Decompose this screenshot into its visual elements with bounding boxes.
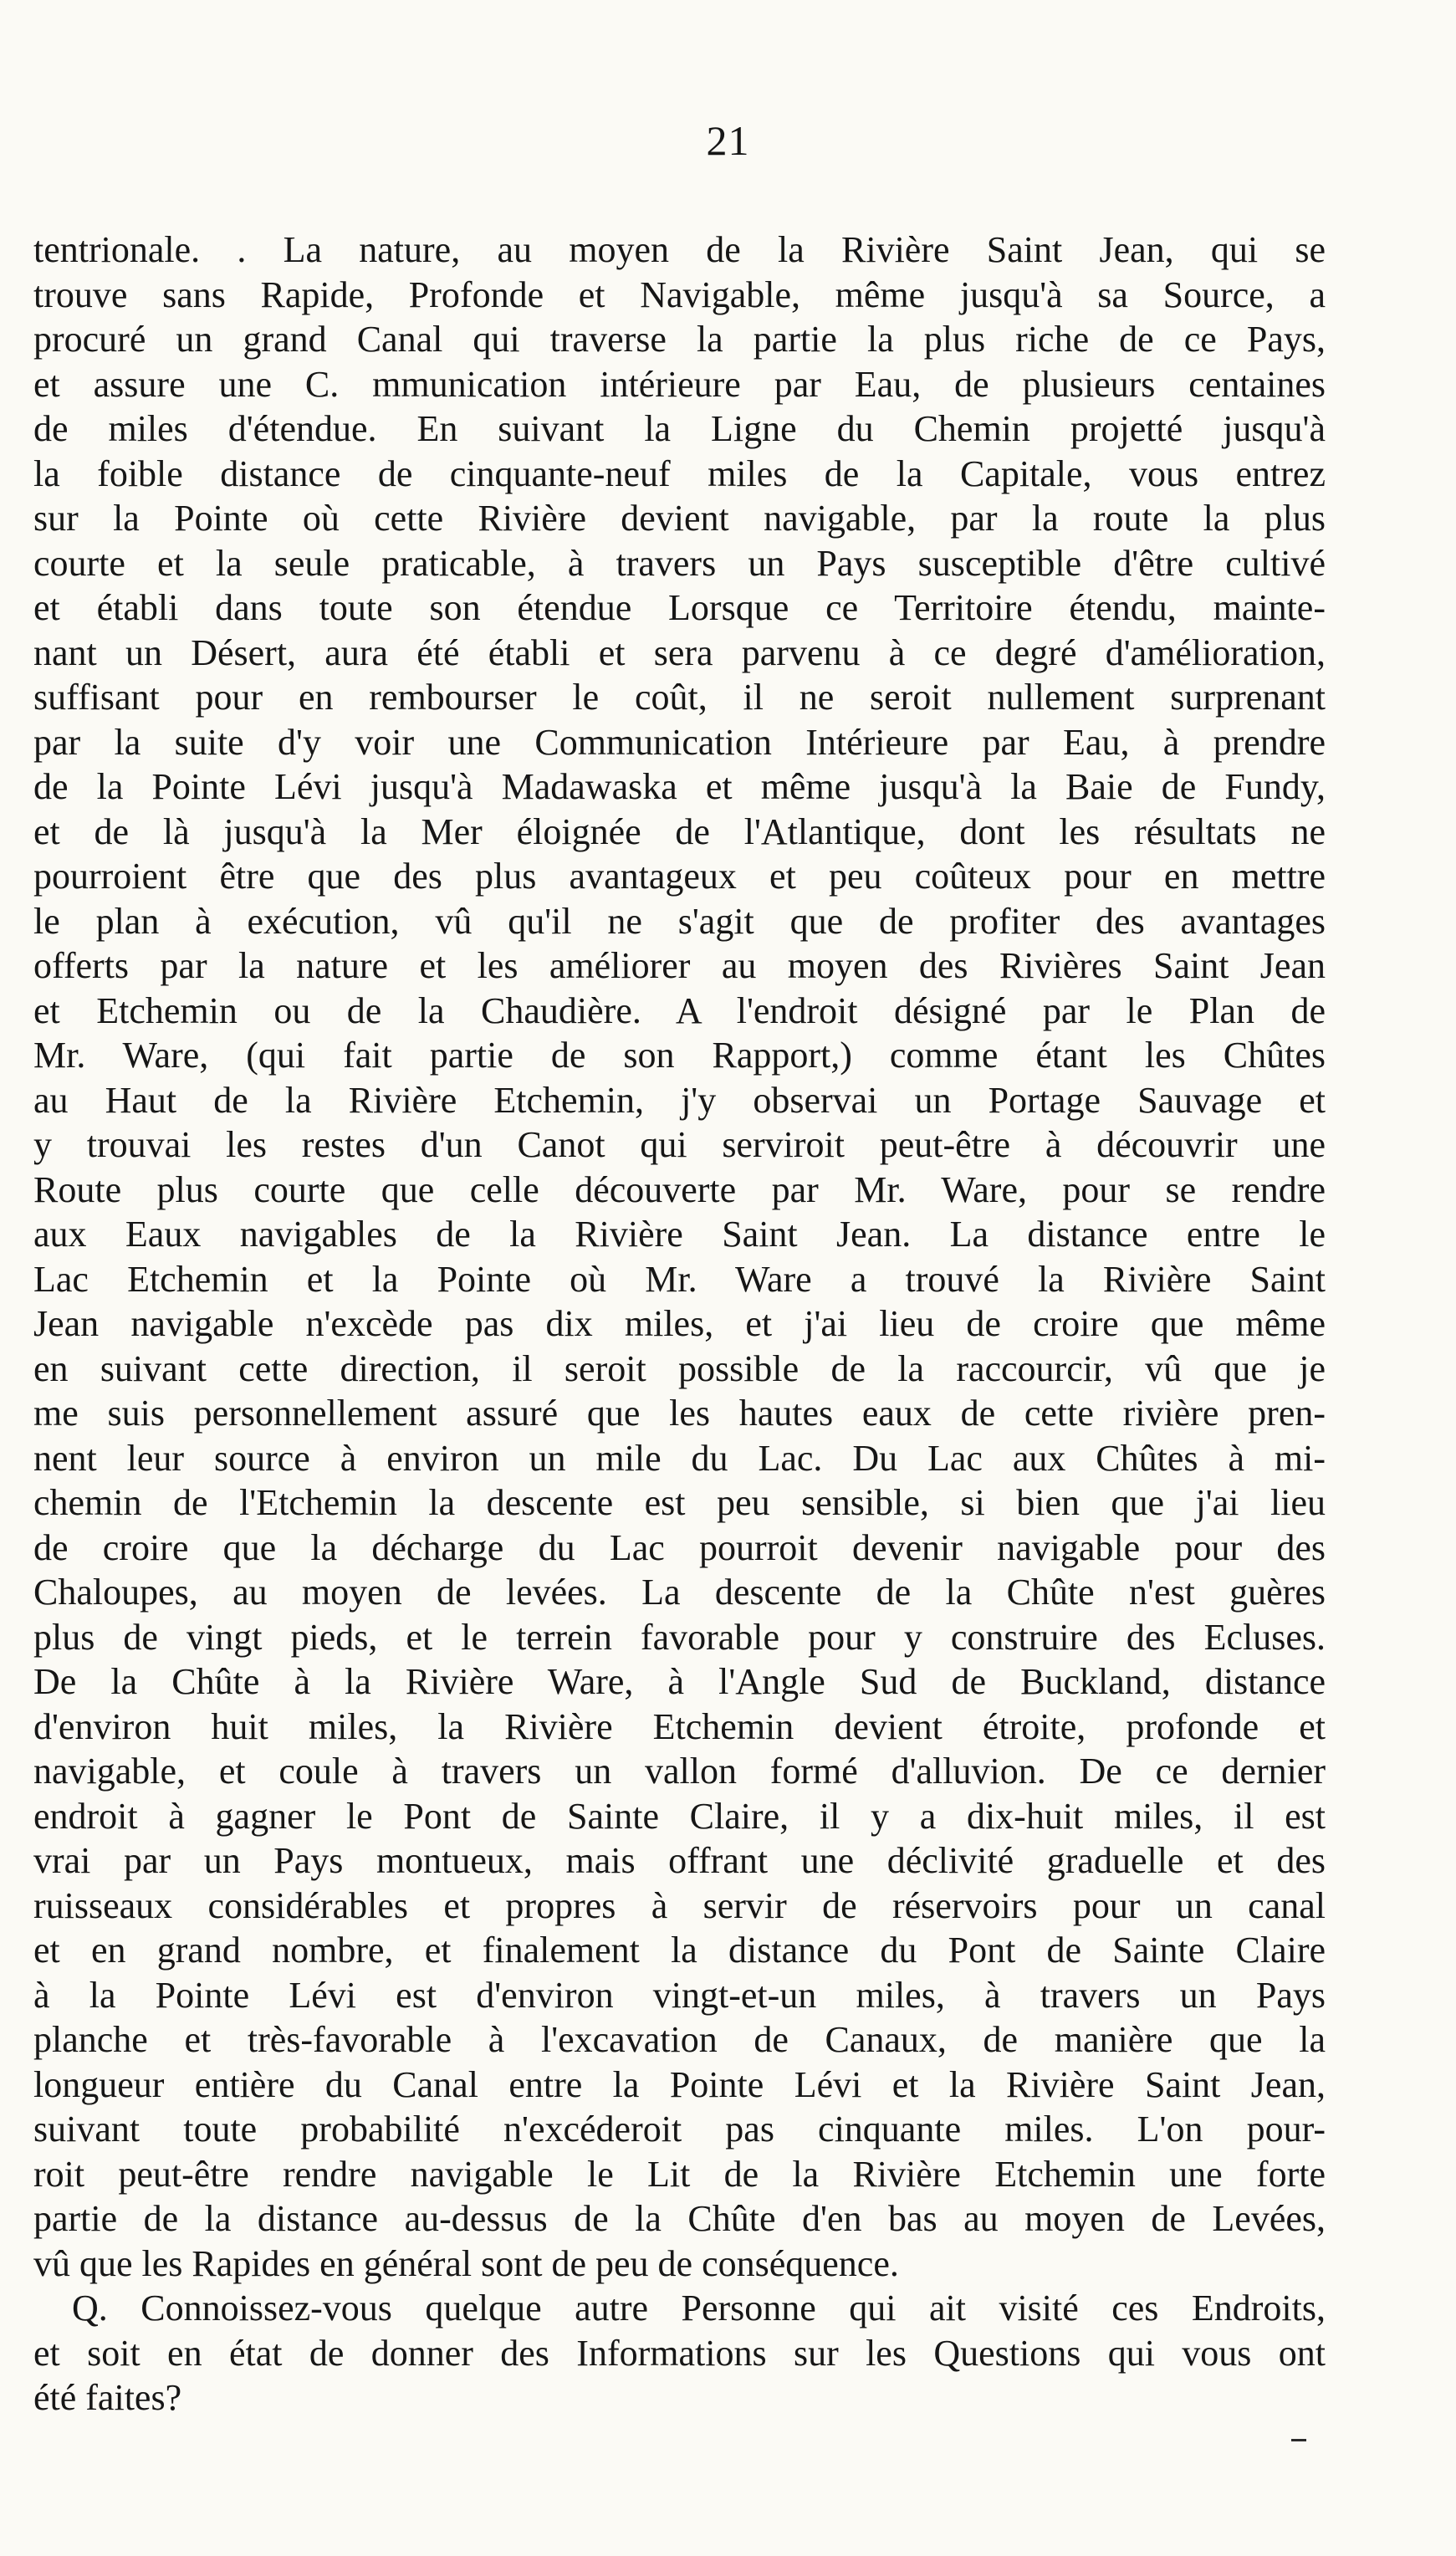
- text-line: de miles d'étendue. En suivant la Ligne du Chemin projetté jusqu'à: [33, 408, 1326, 449]
- question-line: Q. Connoissez-vous quelque autre Personne qui ait visité ces Endroits,: [72, 2288, 1326, 2329]
- text-line: suivant toute probabilité n'excéderoit pas cinquante miles. L'on pour-: [33, 2109, 1326, 2150]
- text-line: tentrionale. . La nature, au moyen de la Rivière Saint Jean, qui se: [33, 229, 1326, 270]
- text-line: pourroient être que des plus avantageux et peu coûteux pour en mettre: [33, 856, 1326, 897]
- text-line: vrai par un Pays montueux, mais offrant une déclivité graduelle et des: [33, 1840, 1326, 1881]
- text-line: de croire que la décharge du Lac pourroit devenir navigable pour des: [33, 1526, 1326, 1568]
- text-line: et en grand nombre, et finalement la distance du Pont de Sainte Claire: [33, 1930, 1326, 1971]
- text-line: Lac Etchemin et la Pointe où Mr. Ware a trouvé la Rivière Saint: [33, 1258, 1326, 1300]
- text-line: d'environ huit miles, la Rivière Etchemin devient étroite, profonde et: [33, 1705, 1326, 1747]
- text-line: Mr. Ware, (qui fait partie de son Rapport,) comme étant les Chûtes: [33, 1035, 1326, 1076]
- text-line: me suis personnellement assuré que les hautes eaux de cette rivière pren-: [33, 1393, 1326, 1434]
- text-line: Chaloupes, au moyen de levées. La descente de la Chûte n'est guères: [33, 1572, 1326, 1613]
- paragraph-testimony: [33, 227, 1326, 2286]
- text-line: navigable, et coule à travers un vallon formé d'alluvion. De ce dernier: [33, 1751, 1326, 1792]
- text-line: vû que les Rapides en général sont de peu de conséquence.: [33, 2242, 899, 2284]
- text-line: planche et très-favorable à l'excavation de Canaux, de manière que la: [33, 2019, 1326, 2060]
- text-line: courte et la seule praticable, à travers un Pays susceptible d'être cultivé: [33, 542, 1326, 584]
- page-number: 21: [706, 117, 750, 164]
- text-line: la foible distance de cinquante-neuf miles de la Capitale, vous entrez: [33, 452, 1326, 494]
- text-line: endroit à gagner le Pont de Sainte Claire, il y a dix-huit miles, il est: [33, 1795, 1326, 1837]
- text-line: et de là jusqu'à la Mer éloignée de l'Atlantique, dont les résultats ne: [33, 810, 1326, 852]
- text-line: nant un Désert, aura été établi et sera parvenu à ce degré d'amélioration,: [33, 631, 1326, 673]
- printer-mark: [1291, 2439, 1306, 2441]
- text-line: sur la Pointe où cette Rivière devient navigable, par la route la plus: [33, 498, 1326, 539]
- text-line: à la Pointe Lévi est d'environ vingt-et-un miles, à travers un Pays: [33, 1974, 1326, 2016]
- text-line: suffisant pour en rembourser le coût, il ne seroit nullement surprenant: [33, 677, 1326, 718]
- text-line: le plan à exécution, vû qu'il ne s'agit que de profiter des avantages: [33, 900, 1326, 942]
- body-text: [33, 227, 1326, 2421]
- text-line: de la Pointe Lévi jusqu'à Madawaska et même jusqu'à la Baie de Fundy,: [33, 766, 1326, 807]
- text-line: et Etchemin ou de la Chaudière. A l'endroit désigné par le Plan de: [33, 989, 1326, 1031]
- text-line: Route plus courte que celle découverte par Mr. Ware, pour se rendre: [33, 1168, 1326, 1210]
- text-line: roit peut-être rendre navigable le Lit de la Rivière Etchemin une forte: [33, 2153, 1326, 2195]
- text-line: nent leur source à environ un mile du Lac. Du Lac aux Chûtes à mi-: [33, 1437, 1326, 1479]
- question-line: été faites?: [33, 2377, 182, 2418]
- text-line: longueur entière du Canal entre la Pointe Lévi et la Rivière Saint Jean,: [33, 2063, 1326, 2105]
- text-line: en suivant cette direction, il seroit possible de la raccourcir, vû que je: [33, 1347, 1326, 1389]
- text-line: offerts par la nature et les améliorer au moyen des Rivières Saint Jean: [33, 945, 1326, 986]
- text-line: Jean navigable n'excède pas dix miles, et j'ai lieu de croire que même: [33, 1303, 1326, 1344]
- text-line: trouve sans Rapide, Profonde et Navigable, même jusqu'à sa Source, a: [33, 273, 1326, 315]
- text-line: par la suite d'y voir une Communication Intérieure par Eau, à prendre: [33, 721, 1326, 763]
- text-line: au Haut de la Rivière Etchemin, j'y observai un Portage Sauvage et: [33, 1079, 1326, 1121]
- question-line: et soit en état de donner des Informations sur les Questions qui vous ont: [33, 2332, 1326, 2374]
- text-line: aux Eaux navigables de la Rivière Saint Jean. La distance entre le: [33, 1214, 1326, 1255]
- text-line: et établi dans toute son étendue Lorsque ce Territoire étendu, mainte-: [33, 587, 1326, 628]
- text-line: partie de la distance au-dessus de la Chûte d'en bas au moyen de Levées,: [33, 2198, 1326, 2239]
- text-line: chemin de l'Etchemin la descente est peu sensible, si bien que j'ai lieu: [33, 1482, 1326, 1523]
- text-line: De la Chûte à la Rivière Ware, à l'Angle Sud de Buckland, distance: [33, 1661, 1326, 1702]
- text-line: procuré un grand Canal qui traverse la partie la plus riche de ce Pays,: [33, 319, 1326, 360]
- text-line: y trouvai les restes d'un Canot qui serviroit peut-être à découvrir une: [33, 1124, 1326, 1165]
- paragraph-question: [33, 2286, 1326, 2421]
- text-line: et assure une C. mmunication intérieure par Eau, de plusieurs centaines: [33, 363, 1326, 405]
- text-line: plus de vingt pieds, et le terrein favorable pour y construire des Ecluses.: [33, 1616, 1326, 1658]
- text-line: ruisseaux considérables et propres à servir de réservoirs pour un canal: [33, 1884, 1326, 1926]
